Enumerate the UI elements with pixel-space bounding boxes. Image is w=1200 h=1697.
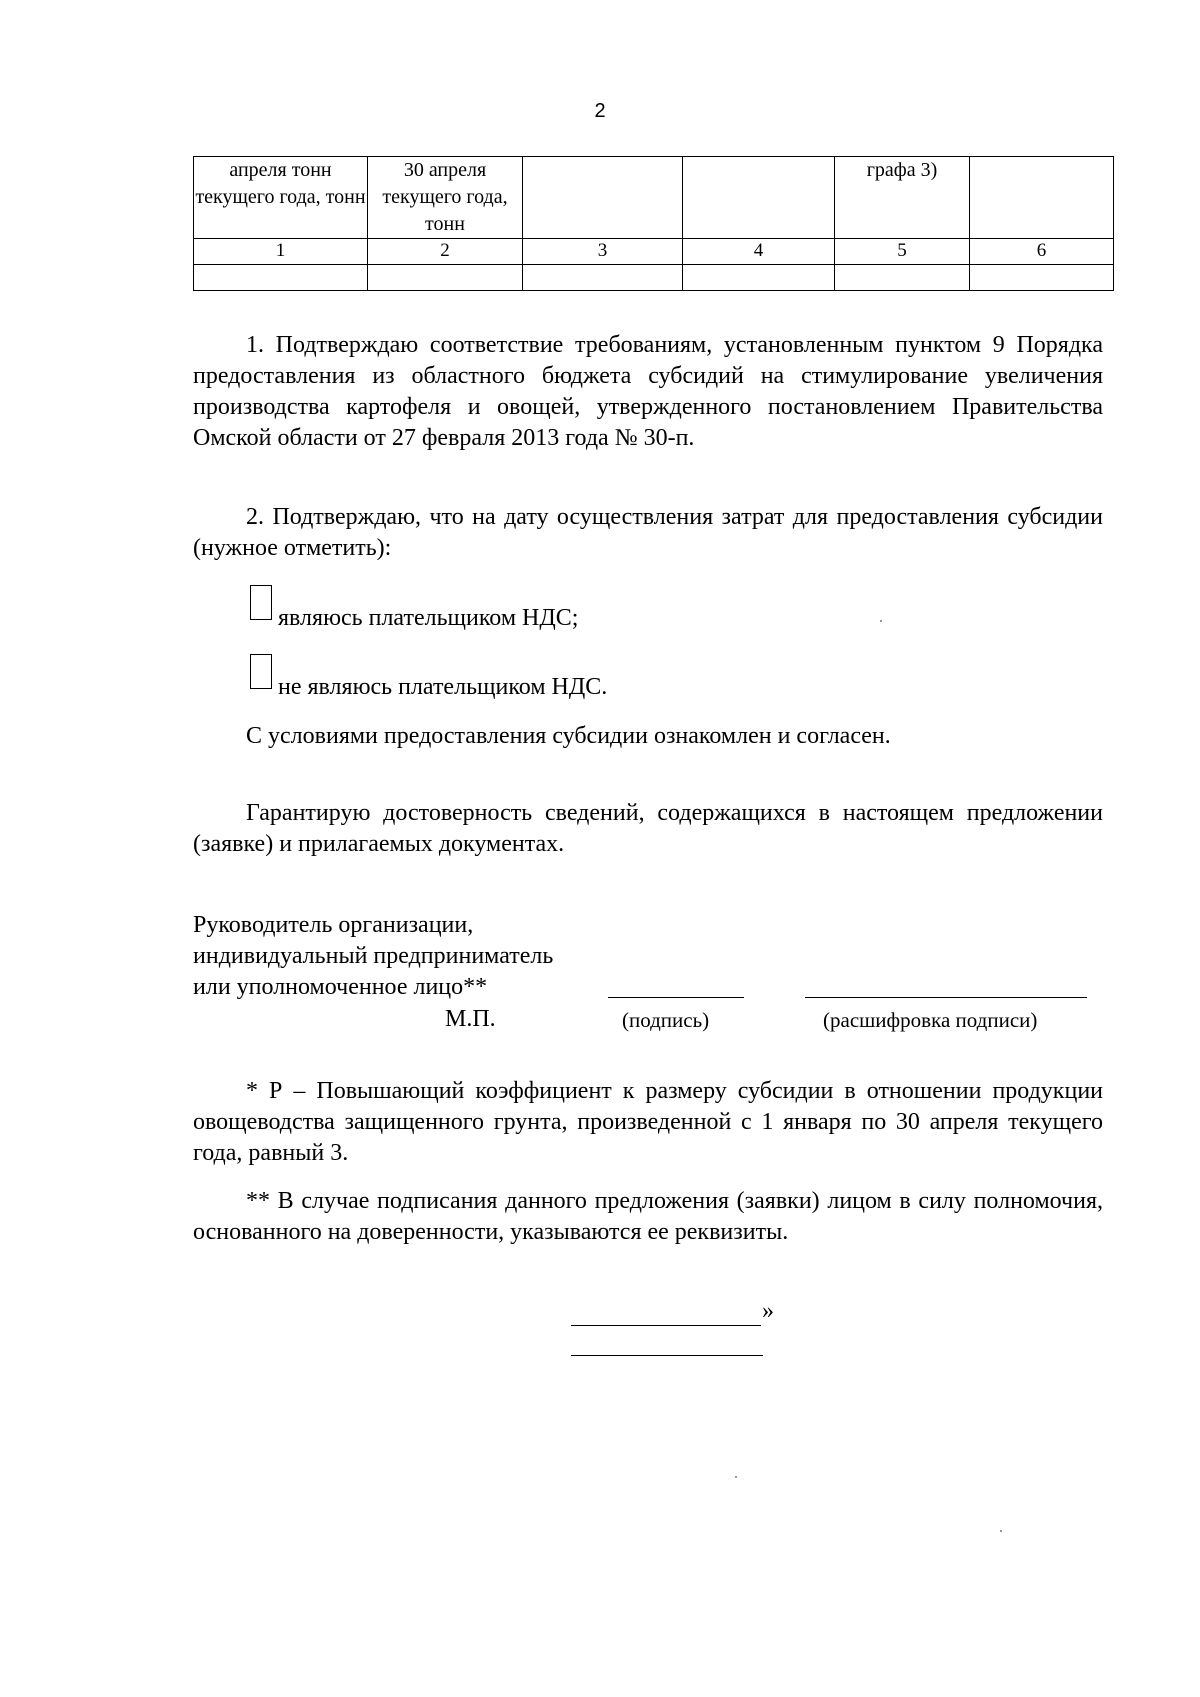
signature-decoding-line xyxy=(805,997,1087,998)
table-cell xyxy=(835,265,970,291)
table-header-row xyxy=(194,157,1114,239)
table-cell: графа 3) xyxy=(835,157,970,239)
column-number: 3 xyxy=(523,239,683,265)
closing-line-1 xyxy=(571,1325,761,1326)
column-number: 1 xyxy=(194,239,368,265)
signatory-line-2: индивидуальный предприниматель xyxy=(193,943,554,969)
non-vat-payer-checkbox[interactable] xyxy=(250,654,272,689)
footnote-coefficient: * Р – Повышающий коэффициент к размеру субсидии в отношении продукции овощеводства защищенного грунта, произведенной с 1 января по 30 апреля текущего года, равный 3. xyxy=(193,1078,1103,1166)
table-cell xyxy=(683,265,835,291)
table-cell xyxy=(194,265,368,291)
footnote-power-of-attorney: ** В случае подписания данного предложения (заявки) лицом в силу полномочия, основанного на доверенности, указываются ее реквизиты. xyxy=(193,1188,1103,1245)
subsidy-table xyxy=(193,156,1114,291)
scan-speck xyxy=(1000,1530,1002,1532)
paragraph-requirements: 1. Подтверждаю соответствие требованиям, установленным пунктом 9 Порядка предоставления из областного бюджета субсидий на стимулирование увеличения производства картофеля и овощей, утвержденного постановлением Правительства Омской области от 27 февраля 2013 года № 30-п. xyxy=(193,332,1103,451)
table-cell: 30 апреля текущего года, тонн xyxy=(368,157,523,239)
vat-payer-label: являюсь плательщиком НДС; xyxy=(278,605,579,631)
decoding-caption: (расшифровка подписи) xyxy=(823,1008,1038,1032)
signature-line xyxy=(608,997,744,998)
vat-payer-checkbox[interactable] xyxy=(250,585,272,620)
column-number: 2 xyxy=(368,239,523,265)
scan-speck xyxy=(880,620,882,622)
closing-quote: » xyxy=(762,1298,774,1324)
scan-speck xyxy=(735,1476,737,1478)
paragraph-vat-status: 2. Подтверждаю, что на дату осуществления затрат для предоставления субсидии (нужное отметить): xyxy=(193,504,1103,561)
column-number: 5 xyxy=(835,239,970,265)
table-cell xyxy=(970,157,1114,239)
table-empty-row xyxy=(194,265,1114,291)
page-number: 2 xyxy=(594,100,606,122)
table-cell xyxy=(970,265,1114,291)
table-cell xyxy=(523,157,683,239)
table-cell: апреля тонн текущего года, тонн xyxy=(194,157,368,239)
non-vat-payer-label: не являюсь плательщиком НДС. xyxy=(278,674,608,700)
column-number: 4 xyxy=(683,239,835,265)
column-number: 6 xyxy=(970,239,1114,265)
table-cell xyxy=(523,265,683,291)
guarantee-statement: Гарантирую достоверность сведений, содержащихся в настоящем предложении (заявке) и прилагаемых документах. xyxy=(193,800,1103,857)
closing-line-2 xyxy=(571,1355,763,1356)
table-cell xyxy=(368,265,523,291)
stamp-label: М.П. xyxy=(445,1006,496,1032)
table-column-numbers-row xyxy=(194,239,1114,265)
signatory-line-3: или уполномоченное лицо** xyxy=(193,974,488,1000)
agreement-statement: С условиями предоставления субсидии ознакомлен и согласен. xyxy=(246,723,891,749)
signature-caption: (подпись) xyxy=(622,1008,710,1032)
table-cell xyxy=(683,157,835,239)
signatory-line-1: Руководитель организации, xyxy=(193,912,474,938)
